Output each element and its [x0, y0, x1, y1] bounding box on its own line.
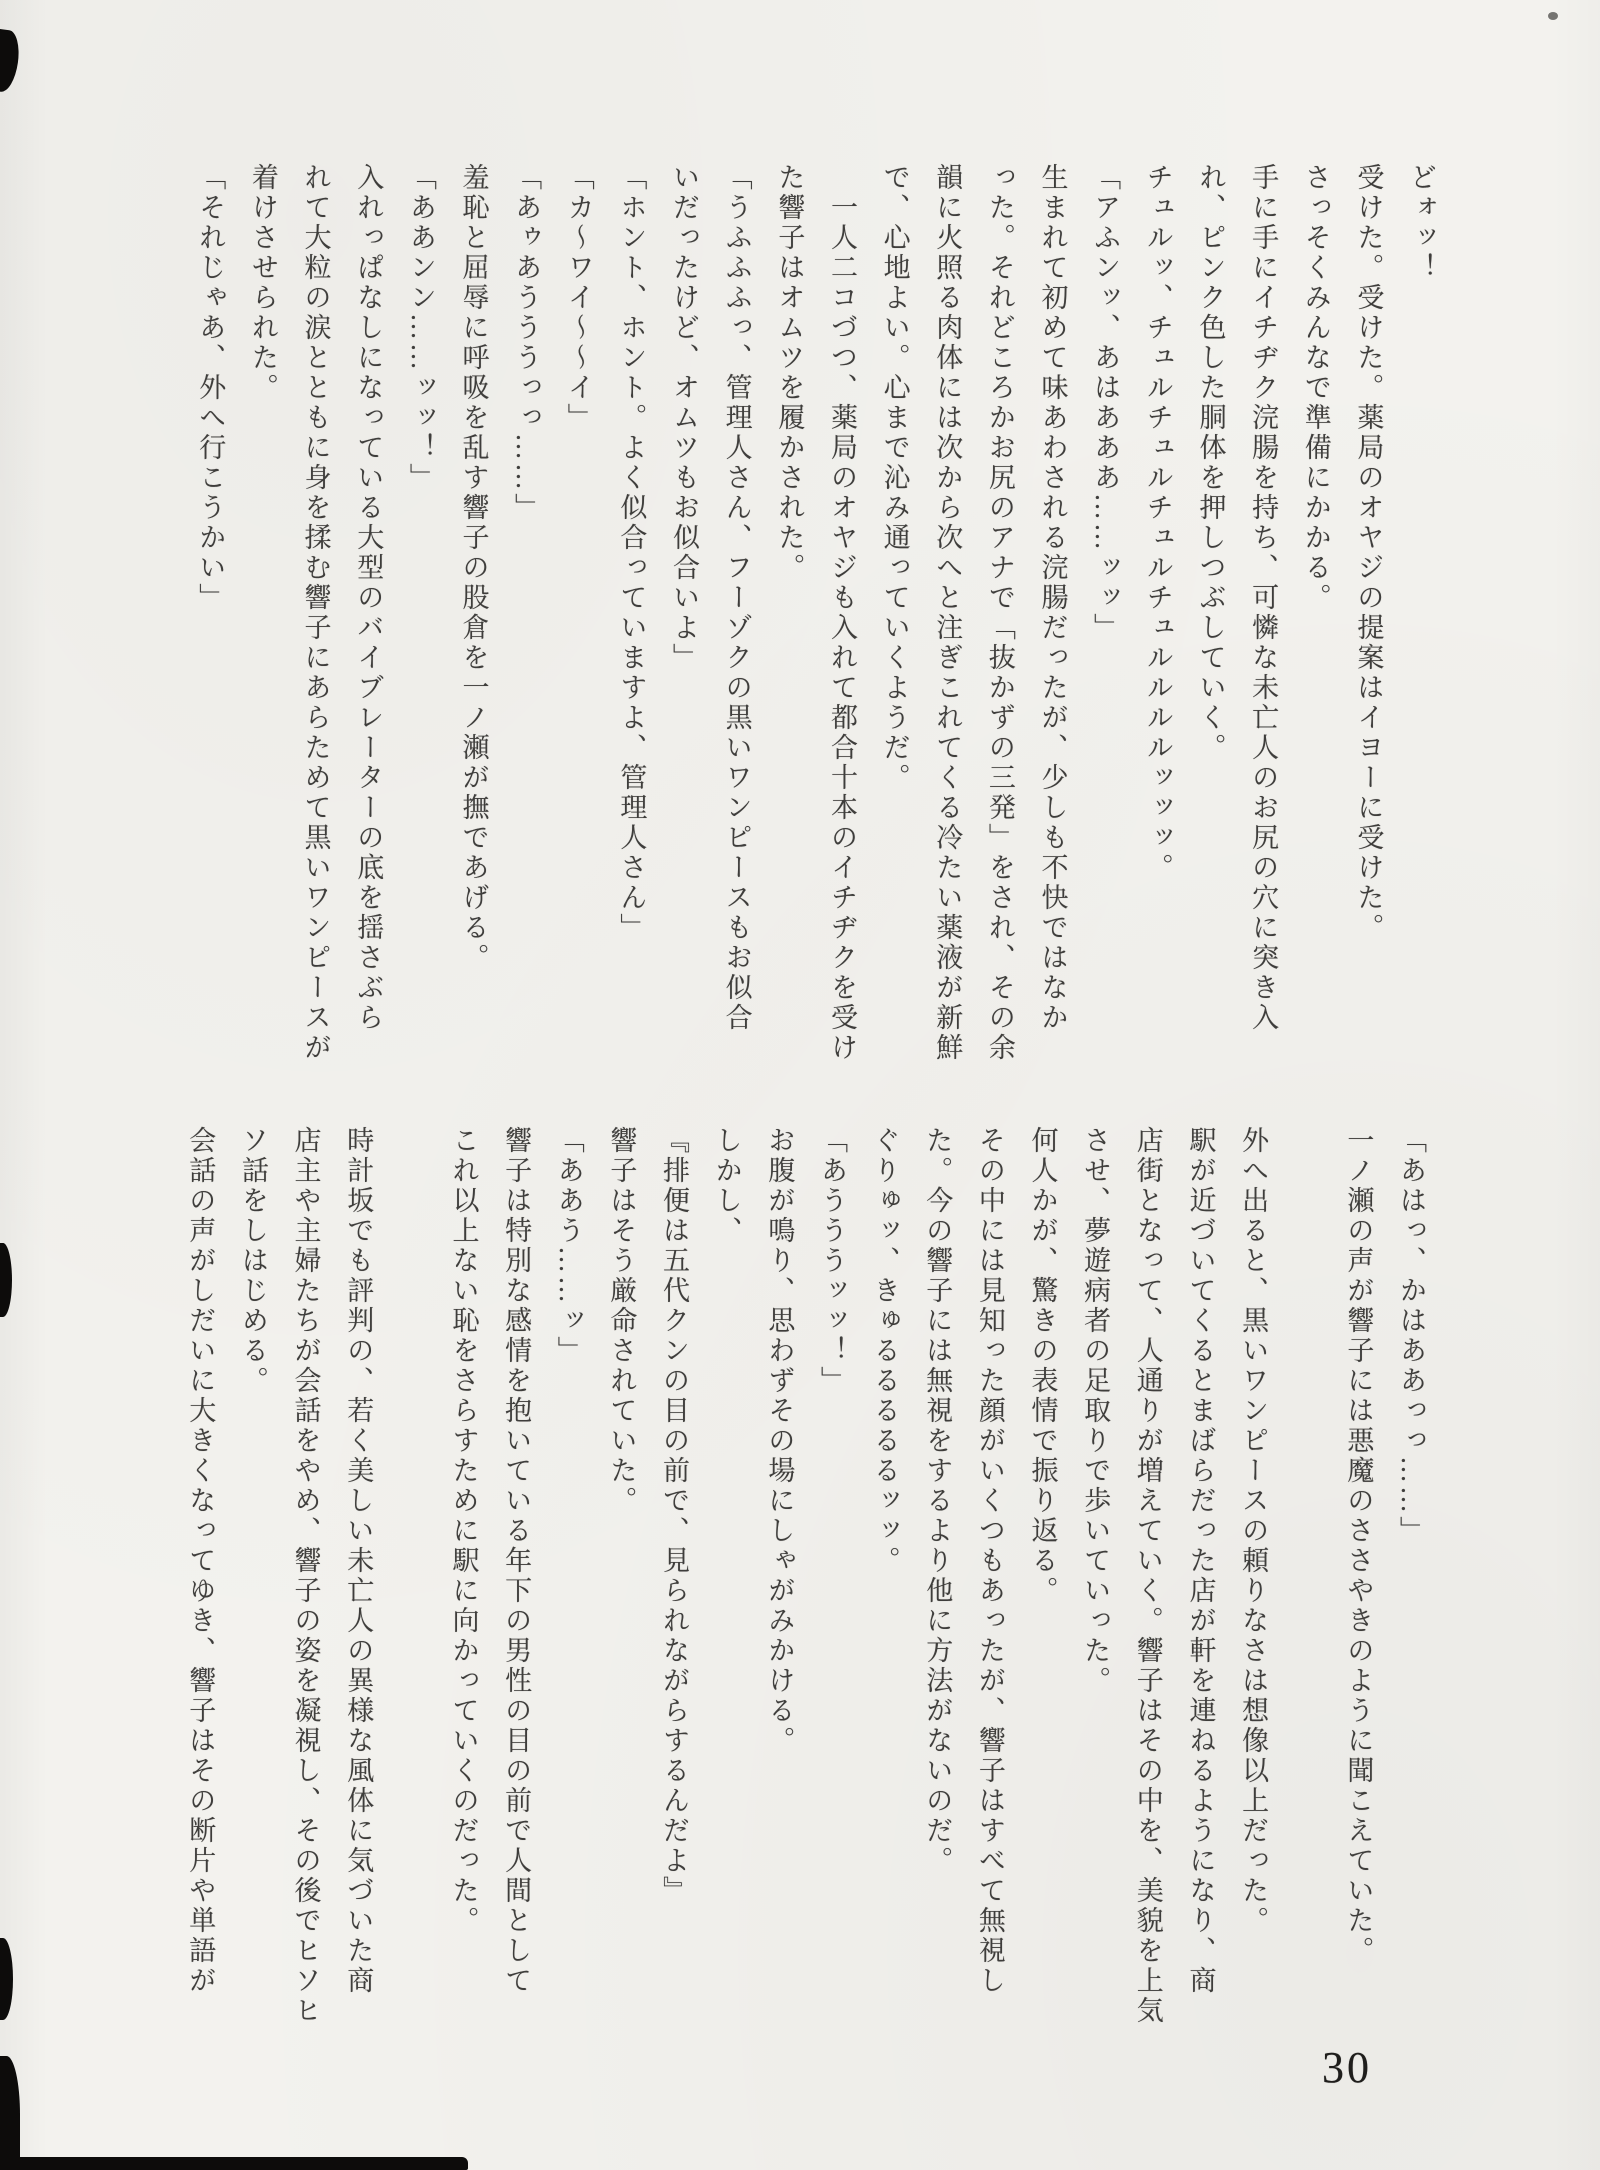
- lower-text-band: [173, 1126, 1437, 2056]
- text-column: 韻に火照る肉体には次から次へと注ぎこれてくる冷たい薬液が新鮮: [932, 163, 963, 1063]
- text-column: 「カ〜ワイ〜〜イ」: [563, 163, 594, 433]
- scan-artifact-left-mid: [0, 1243, 12, 1317]
- text-column: しかし、: [711, 1126, 742, 1246]
- text-column: た。今の響子には無視をするより他に方法がないのだ。: [922, 1126, 953, 1876]
- text-column: 羞恥と屈辱に呼吸を乱す響子の股倉を一ノ瀬が撫であげる。: [458, 163, 489, 973]
- text-column: 駅が近づいてくるとまばらだった店が軒を連ねるようになり、商: [1185, 1126, 1216, 1996]
- scan-artifact-left-lower: [0, 1938, 13, 2020]
- text-column: 一ノ瀬の声が響子には悪魔のささやきのように聞こえていた。: [1343, 1126, 1374, 1966]
- text-column: 生まれて初めて味あわされる浣腸だったが、少しも不快ではなか: [1037, 163, 1068, 1033]
- text-column: れ、ピンク色した胴体を押しつぶしていく。: [1195, 163, 1226, 763]
- text-column: 店街となって、人通りが増えていく。響子はその中を、美貌を上気: [1132, 1126, 1163, 2026]
- text-column: 時計坂でも評判の、若く美しい未亡人の異様な風体に気づいた商: [343, 1126, 374, 1996]
- text-column: ソ話をしはじめる。: [237, 1126, 268, 1396]
- text-column: 『排便は五代クンの目の前で、見られながらするんだよ』: [659, 1126, 690, 1906]
- text-column: 響子はそう厳命されていた。: [606, 1126, 637, 1516]
- scan-artifact-bottom-edge: [0, 2157, 468, 2170]
- text-column: どォッ！: [1406, 163, 1436, 283]
- text-column: 「ああンン……ッッ！」: [405, 163, 436, 493]
- text-column: いだったけど、オムツもお似合いよ」: [669, 163, 700, 673]
- text-column: 着けさせられた。: [247, 163, 278, 403]
- text-column: ぐりゅッ、きゅるるるるるッッ。: [869, 1126, 900, 1576]
- text-column: 会話の声がしだいに大きくなってゆき、響子はその断片や単語が: [185, 1126, 216, 1996]
- text-column: 店主や主婦たちが会話をやめ、響子の姿を凝視し、その後でヒソヒ: [290, 1126, 321, 2026]
- text-column: させ、夢遊病者の足取りで歩いていった。: [1080, 1126, 1111, 1696]
- text-column: 外へ出ると、黒いワンピースの頼りなさは想像以上だった。: [1238, 1126, 1269, 1936]
- text-column: 「あうううッッ！」: [816, 1126, 847, 1396]
- text-column: 「うふふふっ、管理人さん、フーゾクの黒いワンピースもお似合: [721, 163, 752, 1033]
- scan-artifact-left-top: [0, 28, 22, 93]
- text-column: 手に手にイチヂク浣腸を持ち、可憐な未亡人のお尻の穴に突き入: [1248, 163, 1279, 1033]
- text-column: お腹が鳴り、思わずその場にしゃがみかける。: [764, 1126, 795, 1756]
- text-column: 「アふンッ、あはあああ……ッッ」: [1090, 163, 1121, 643]
- text-column: 「あはっ、かはああっっ……」: [1396, 1126, 1426, 1546]
- text-column: 「あゥあうううっっ……」: [511, 163, 542, 523]
- text-column: 「それじゃあ、外へ行こうかい」: [195, 163, 226, 613]
- column-gap: [384, 1126, 437, 2056]
- text-column: った。それどころかお尻のアナで「抜かずの三発」をされ、その余: [984, 163, 1015, 1063]
- text-column: その中には見知った顔がいくつもあったが、響子はすべて無視し: [974, 1126, 1005, 1996]
- text-column: 「ああう……ッ」: [553, 1126, 584, 1366]
- text-column: た響子はオムツを履かされた。: [774, 163, 805, 583]
- text-column: これ以上ない恥をさらすために駅に向かっていくのだった。: [448, 1126, 479, 1936]
- text-column: さっそくみんなで準備にかかる。: [1300, 163, 1331, 613]
- column-gap: [1279, 1126, 1332, 2056]
- text-column: チュルッ、チュルチュルチュルチュルルルルッッッ。: [1142, 163, 1173, 883]
- text-column: で、心地よい。心まで沁み通っていくようだ。: [879, 163, 910, 793]
- text-column: 響子は特別な感情を抱いている年下の男性の目の前で人間として: [501, 1126, 532, 1996]
- page-number: 30: [1322, 2043, 1372, 2092]
- upper-text-band: [183, 163, 1447, 1083]
- text-column: 一人二コづつ、薬局のオヤジも入れて都合十本のイチヂクを受け: [826, 163, 857, 1063]
- scan-artifact-top-right-dot: [1548, 12, 1558, 20]
- scan-artifact-bottom-corner: [0, 2056, 20, 2170]
- text-column: 何人かが、驚きの表情で振り返る。: [1027, 1126, 1058, 1606]
- text-column: れて大粒の涙とともに身を揉む響子にあらためて黒いワンピースが: [300, 163, 331, 1063]
- text-column: 「ホント、ホント。よく似合っていますよ、管理人さん」: [616, 163, 647, 943]
- text-column: 受けた。受けた。薬局のオヤジの提案はイヨーに受けた。: [1353, 163, 1384, 943]
- text-column: 入れっぱなしになっている大型のバイブレーターの底を揺さぶら: [353, 163, 384, 1033]
